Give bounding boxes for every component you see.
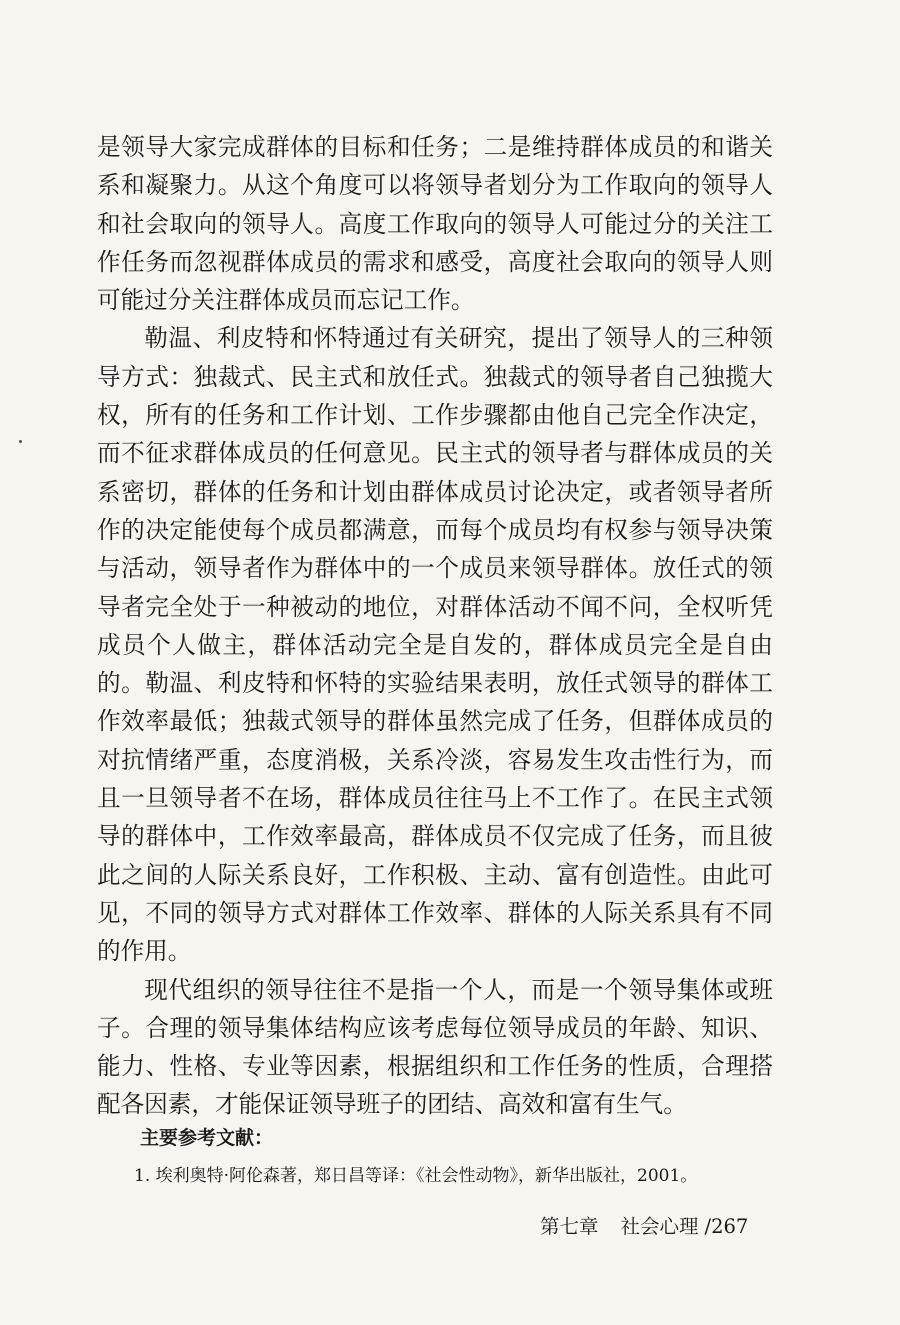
references-heading: 主要参考文献： bbox=[140, 1127, 274, 1149]
footer-chapter-title: 社会心理 bbox=[620, 1215, 699, 1238]
footer-chapter: 第七章 bbox=[540, 1215, 599, 1238]
paragraph-3: 现代组织的领导往往不是指一个人，而是一个领导集体或班子。合理的领导集体结构应该考虑每位领导成员的年龄、知识、能力、性格、专业等因素，根据组织和工作任务的性质，合理搭配各因素，才能保证领导班子的团结、高效和富有生气。 bbox=[97, 975, 773, 1119]
body-text bbox=[97, 128, 773, 1124]
page-number: /267 bbox=[704, 1215, 749, 1238]
scan-speck bbox=[19, 440, 22, 443]
paragraph-1: 是领导大家完成群体的目标和任务；二是维持群体成员的和谐关系和凝聚力。从这个角度可以将领导者划分为工作取向的领导人和社会取向的领导人。高度工作取向的领导人可能过分的关注工作任务而忽视群体成员的需求和感受，高度社会取向的领导人则可能过分关注群体成员而忘记工作。 bbox=[97, 133, 773, 315]
reference-item-1: 1. 埃利奥特·阿伦森著，郑日昌等译：《社会性动物》，新华出版社，2001。 bbox=[134, 1166, 698, 1186]
page-footer bbox=[540, 1213, 770, 1241]
paragraph-2: 勒温、利皮特和怀特通过有关研究，提出了领导人的三种领导方式：独裁式、民主式和放任式。独裁式的领导者自己独揽大权，所有的任务和工作计划、工作步骤都由他自己完全作决定，而不征求群体成员的任何意见。民主式的领导者与群体成员的关系密切，群体的任务和计划由群体成员讨论决定，或者领导者所作的决定能使每个成员都满意，而每个成员均有权参与领导决策与活动，领导者作为群体中的一个成员来领导群体。放任式的领导者完全处于一种被动的地位，对群体活动不闻不问，全权听凭成员个人做主，群体活动完全是自发的，群体成员完全是自由的。勒温、利皮特和怀特的实验结果表明，放任式领导的群体工作效率最低；独裁式领导的群体虽然完成了任务，但群体成员的对抗情绪严重，态度消极，关系冷淡，容易发生攻击性行为，而且一旦领导者不在场，群体成员往往马上不工作了。在民主式领导的群体中，工作效率最高，群体成员不仅完成了任务，而且彼此之间的人际关系良好，工作积极、主动、富有创造性。由此可见，不同的领导方式对群体工作效率、群体的人际关系具有不同的作用。 bbox=[97, 324, 773, 966]
